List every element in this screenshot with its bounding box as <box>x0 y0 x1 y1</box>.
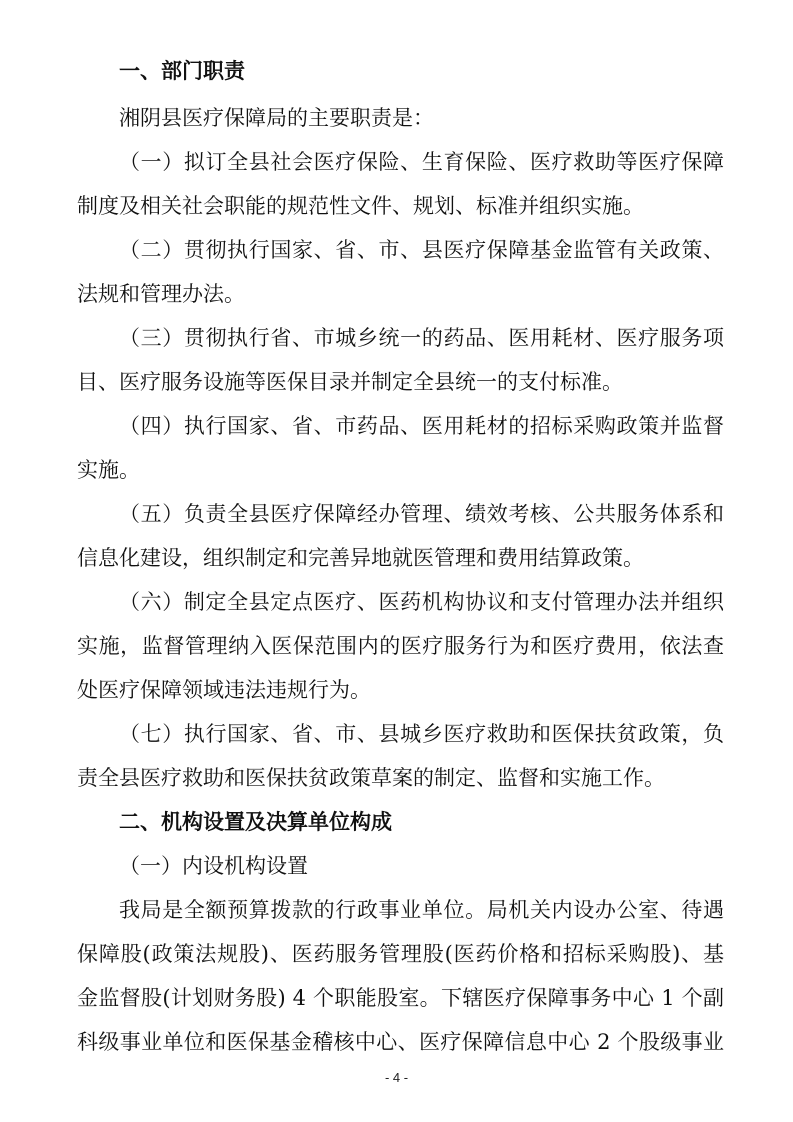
section-heading-duties: 一、部门职责 <box>119 59 245 83</box>
duties-intro: 湘阴县医疗保障局的主要职责是： <box>119 106 434 130</box>
duty-6-line-2: 实施，监督管理纳入医保范围内的医疗服务行为和医疗费用，依法查 <box>77 634 724 658</box>
duty-2-line-1: （二）贯彻执行国家、省、市、县医疗保障基金监管有关政策、 <box>119 238 724 262</box>
subsection-heading-internal-units: （一）内设机构设置 <box>119 854 308 878</box>
section-heading-organization: 二、机构设置及决算单位构成 <box>119 810 392 834</box>
org-para-line-4: 科级事业单位和医保基金稽核中心、医疗保障信息中心 2 个股级事业 <box>77 1030 724 1054</box>
duty-7-line-1: （七）执行国家、省、市、县城乡医疗救助和医保扶贫政策，负 <box>119 722 724 746</box>
duty-5-line-2: 信息化建设，组织制定和完善异地就医管理和费用结算政策。 <box>77 546 644 570</box>
duty-1-line-1: （一）拟订全县社会医疗保险、生育保险、医疗救助等医疗保障 <box>119 150 724 174</box>
duty-4-line-1: （四）执行国家、省、市药品、医用耗材的招标采购政策并监督 <box>119 414 724 438</box>
org-para-line-2: 保障股(政策法规股)、医药服务管理股(医药价格和招标采购股)、基 <box>77 942 724 966</box>
duty-3-line-1: （三）贯彻执行省、市城乡统一的药品、医用耗材、医疗服务项 <box>119 326 724 350</box>
duty-4-line-2: 实施。 <box>77 458 140 482</box>
org-para-line-1: 我局是全额预算拨款的行政事业单位。局机关内设办公室、待遇 <box>119 898 724 922</box>
duty-6-line-3: 处医疗保障领域违法违规行为。 <box>77 678 371 702</box>
duty-5-line-1: （五）负责全县医疗保障经办管理、绩效考核、公共服务体系和 <box>119 502 724 526</box>
duty-1-line-2: 制度及相关社会职能的规范性文件、规划、标准并组织实施。 <box>77 194 644 218</box>
duty-7-line-2: 责全县医疗救助和医保扶贫政策草案的制定、监督和实施工作。 <box>77 766 665 790</box>
org-para-line-3: 金监督股(计划财务股) 4 个职能股室。下辖医疗保障事务中心 1 个副 <box>77 986 724 1010</box>
duty-6-line-1: （六）制定全县定点医疗、医药机构协议和支付管理办法并组织 <box>119 590 724 614</box>
page-number: - 4 - <box>384 1070 409 1085</box>
duty-2-line-2: 法规和管理办法。 <box>77 282 245 306</box>
duty-3-line-2: 目、医疗服务设施等医保目录并制定全县统一的支付标准。 <box>77 370 623 394</box>
